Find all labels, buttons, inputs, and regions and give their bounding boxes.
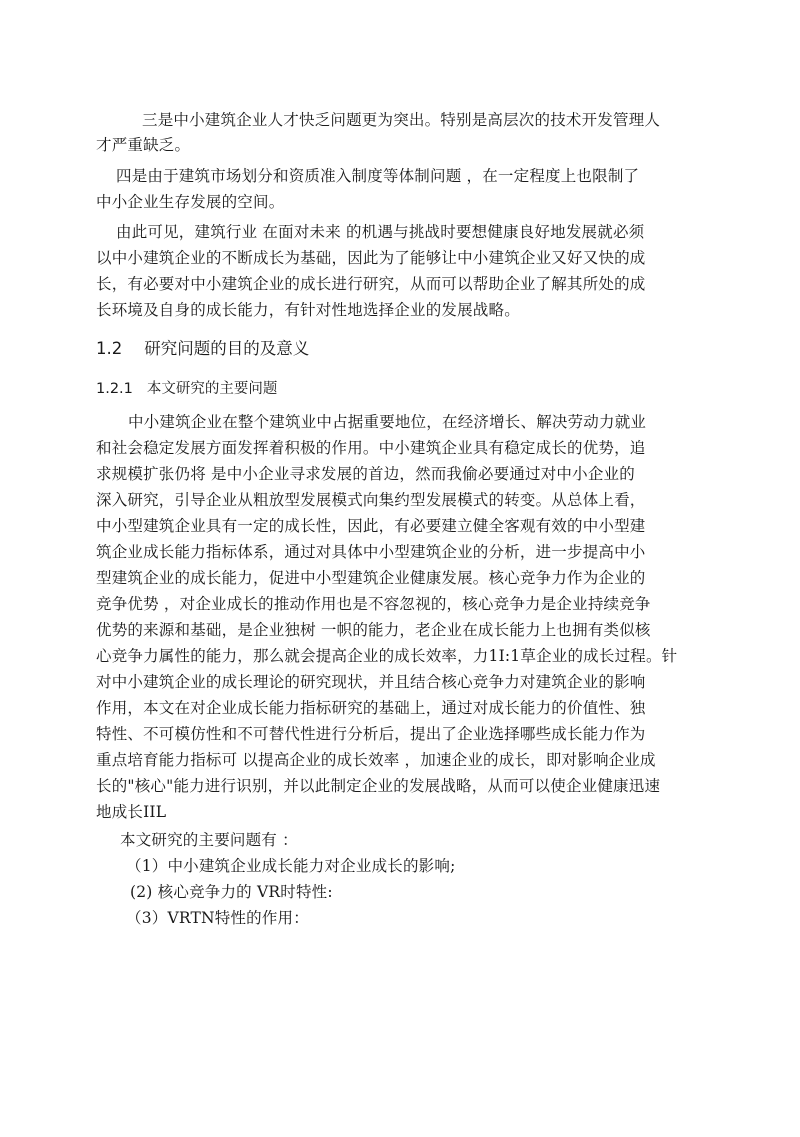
section-heading [96, 338, 309, 360]
paragraph-3-line-3: 长，有必要对中小建筑企业的成长进行研究，从而可以帮助企业了解其所处的成 [96, 275, 646, 293]
body-line-1: 中小建筑企业在整个建筑业中占据重要地位，在经济增长、解决劳动力就业 [128, 413, 647, 431]
body-line-13: 特性、不可模仿性和不可替代性进行分析后，提出了企业选择哪些成长能力作为 [96, 725, 646, 743]
body-line-14: 重点培育能力指标可 以提高企业的成长效率 ，加速企业的成长，即对影响企业成 [96, 751, 656, 769]
paragraph-2-line-2: 中小企业生存发展的空间。 [96, 193, 285, 211]
section-title: 研究问题的目的及意义 [144, 339, 310, 358]
list-item-2: (2) 核心竞争力的 VR时特性: [130, 883, 333, 901]
list-intro: 本文研究的主要问题有 ： [120, 831, 298, 849]
body-line-6: 筑企业成长能力指标体系，通过对具体中小型建筑企业的分析，进一步提高中小 [96, 543, 646, 561]
body-line-9: 优势的来源和基础，是企业独树 一帜的能力，老企业在成长能力上也拥有类似核 [96, 621, 651, 639]
subsection-title: 本文研究的主要问题 [146, 381, 278, 397]
paragraph-2-line-1: 四是由于建筑市场划分和资质准入制度等体制问题 ，在一定程度上也限制了 [116, 167, 640, 185]
body-line-8: 竞争优势 ，对企业成长的推动作用也是不容忽视的，核心竞争力是企业持续竞争 [96, 595, 651, 613]
paragraph-3-line-2: 以中小建筑企业的不断成长为基础，因此为了能够让中小建筑企业又好又快的成 [96, 249, 646, 267]
subsection-heading [96, 379, 277, 399]
body-line-3: 求规模扩张仍将 是中小企业寻求发展的首边，然而我偷必要通过对中小企业的 [96, 465, 635, 483]
body-line-11: 对中小建筑企业的成长理论的研究现状，并且结合核心竞争力对建筑企业的影响 [96, 673, 646, 691]
section-number: 1.2 [96, 339, 123, 358]
list-item-1: （1）中小建筑企业成长能力对企业成长的影响; [126, 857, 456, 875]
paragraph-1-line-2: 才严重缺乏。 [96, 136, 191, 154]
paragraph-3-line-1: 由此可见，建筑行业 在面对未来 的机遇与挑战时要想健康良好地发展就必须 [116, 223, 645, 241]
body-line-16: 地成长IIL [96, 803, 167, 821]
paragraph-3-line-4: 长环境及自身的成长能力，有针对性地选择企业的发展战略。 [96, 301, 520, 319]
body-line-10: 心竞争力属性的能力，那么就会提高企业的成长效率，力1I:1草企业的成长过程。针 [96, 647, 678, 665]
subsection-number: 1.2.1 [96, 381, 133, 397]
list-item-3: （3）VRTN特性的作用： [126, 909, 309, 927]
body-line-5: 中小型建筑企业具有一定的成长性，因此，有必要建立健全客观有效的中小型建 [96, 517, 646, 535]
body-line-12: 作用，本文在对企业成长能力指标研究的基础上，通过对成长能力的价值性、独 [96, 699, 646, 717]
body-line-4: 深入研究，引导企业从粗放型发展模式向集约型发展模式的转变。从总体上看， [96, 491, 646, 509]
body-line-15: 长的"核心"能力进行识别，并以此制定企业的发展战略，从而可以使企业健康迅速 [96, 777, 661, 795]
paragraph-1-line-1: 三是中小建筑企业人才快乏问题更为突出。特别是高层次的技术开发管理人 [142, 111, 661, 129]
body-line-2: 和社会稳定发展方面发挥着积极的作用。中小建筑企业具有稳定成长的优势，追 [96, 439, 646, 457]
body-line-7: 型建筑企业的成长能力，促进中小型建筑企业健康发展。核心竞争力作为企业的 [96, 569, 646, 587]
